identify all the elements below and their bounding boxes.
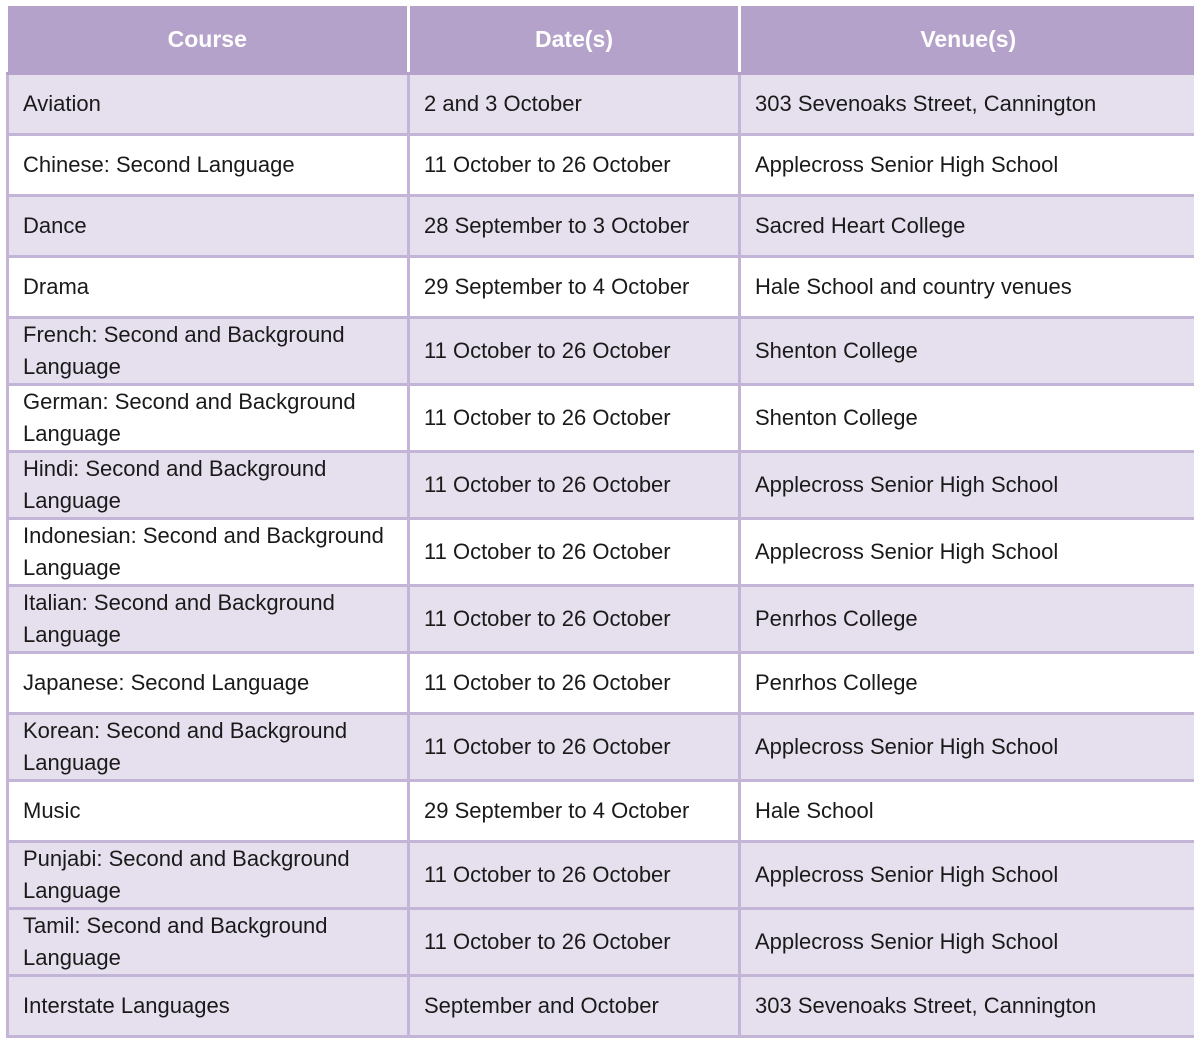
cell-venue: Applecross Senior High School	[740, 842, 1195, 909]
table-row	[8, 196, 1195, 257]
cell-dates: 11 October to 26 October	[409, 714, 740, 781]
cell-course: Korean: Second and Background Language	[8, 714, 409, 781]
table-row	[8, 586, 1195, 653]
header-course: Course	[8, 6, 409, 74]
header-dates: Date(s)	[409, 6, 740, 74]
table-row	[8, 519, 1195, 586]
cell-venue: Applecross Senior High School	[740, 519, 1195, 586]
table-row	[8, 135, 1195, 196]
cell-course: Tamil: Second and Background Language	[8, 909, 409, 976]
cell-venue: Applecross Senior High School	[740, 714, 1195, 781]
cell-course: German: Second and Background Language	[8, 385, 409, 452]
cell-course: Drama	[8, 257, 409, 318]
cell-dates: 11 October to 26 October	[409, 519, 740, 586]
cell-dates: 11 October to 26 October	[409, 842, 740, 909]
cell-dates: 11 October to 26 October	[409, 135, 740, 196]
cell-venue: Applecross Senior High School	[740, 135, 1195, 196]
course-schedule-table-wrapper	[6, 6, 1194, 1063]
table-row	[8, 385, 1195, 452]
cell-course: Japanese: Second Language	[8, 653, 409, 714]
cell-venue: Applecross Senior High School	[740, 452, 1195, 519]
table-row	[8, 257, 1195, 318]
cell-course: Chinese: Second Language	[8, 135, 409, 196]
cell-venue: Penrhos College	[740, 586, 1195, 653]
table-row	[8, 781, 1195, 842]
cell-course: French: Second and Background Language	[8, 318, 409, 385]
table-row	[8, 976, 1195, 1037]
cell-dates: 29 September to 4 October	[409, 781, 740, 842]
header-venues: Venue(s)	[740, 6, 1195, 74]
table-header-row	[8, 6, 1195, 74]
cell-course: Interstate Languages	[8, 976, 409, 1037]
cell-venue: Shenton College	[740, 318, 1195, 385]
cell-dates: 11 October to 26 October	[409, 318, 740, 385]
cell-course: Aviation	[8, 74, 409, 135]
cell-dates: September and October	[409, 976, 740, 1037]
cell-dates: 11 October to 26 October	[409, 452, 740, 519]
cell-dates: 29 September to 4 October	[409, 257, 740, 318]
cell-dates: 2 and 3 October	[409, 74, 740, 135]
cell-venue: Sacred Heart College	[740, 196, 1195, 257]
cell-course: Hindi: Second and Background Language	[8, 452, 409, 519]
cell-dates: 11 October to 26 October	[409, 586, 740, 653]
table-row	[8, 909, 1195, 976]
table-row	[8, 653, 1195, 714]
table-row	[8, 842, 1195, 909]
cell-venue: 303 Sevenoaks Street, Cannington	[740, 74, 1195, 135]
cell-dates: 11 October to 26 October	[409, 909, 740, 976]
cell-course: Italian: Second and Background Language	[8, 586, 409, 653]
cell-dates: 11 October to 26 October	[409, 653, 740, 714]
cell-course: Indonesian: Second and Background Language	[8, 519, 409, 586]
cell-dates: 28 September to 3 October	[409, 196, 740, 257]
cell-venue: Penrhos College	[740, 653, 1195, 714]
table-row	[8, 714, 1195, 781]
table-row	[8, 74, 1195, 135]
cell-course: Music	[8, 781, 409, 842]
cell-dates: 11 October to 26 October	[409, 385, 740, 452]
table-row	[8, 318, 1195, 385]
cell-venue: Hale School and country venues	[740, 257, 1195, 318]
cell-venue: 303 Sevenoaks Street, Cannington	[740, 976, 1195, 1037]
cell-venue: Shenton College	[740, 385, 1195, 452]
cell-course: Punjabi: Second and Background Language	[8, 842, 409, 909]
cell-venue: Applecross Senior High School	[740, 909, 1195, 976]
table-row	[8, 452, 1195, 519]
course-schedule-table	[6, 6, 1194, 1038]
cell-venue: Hale School	[740, 781, 1195, 842]
cell-course: Dance	[8, 196, 409, 257]
